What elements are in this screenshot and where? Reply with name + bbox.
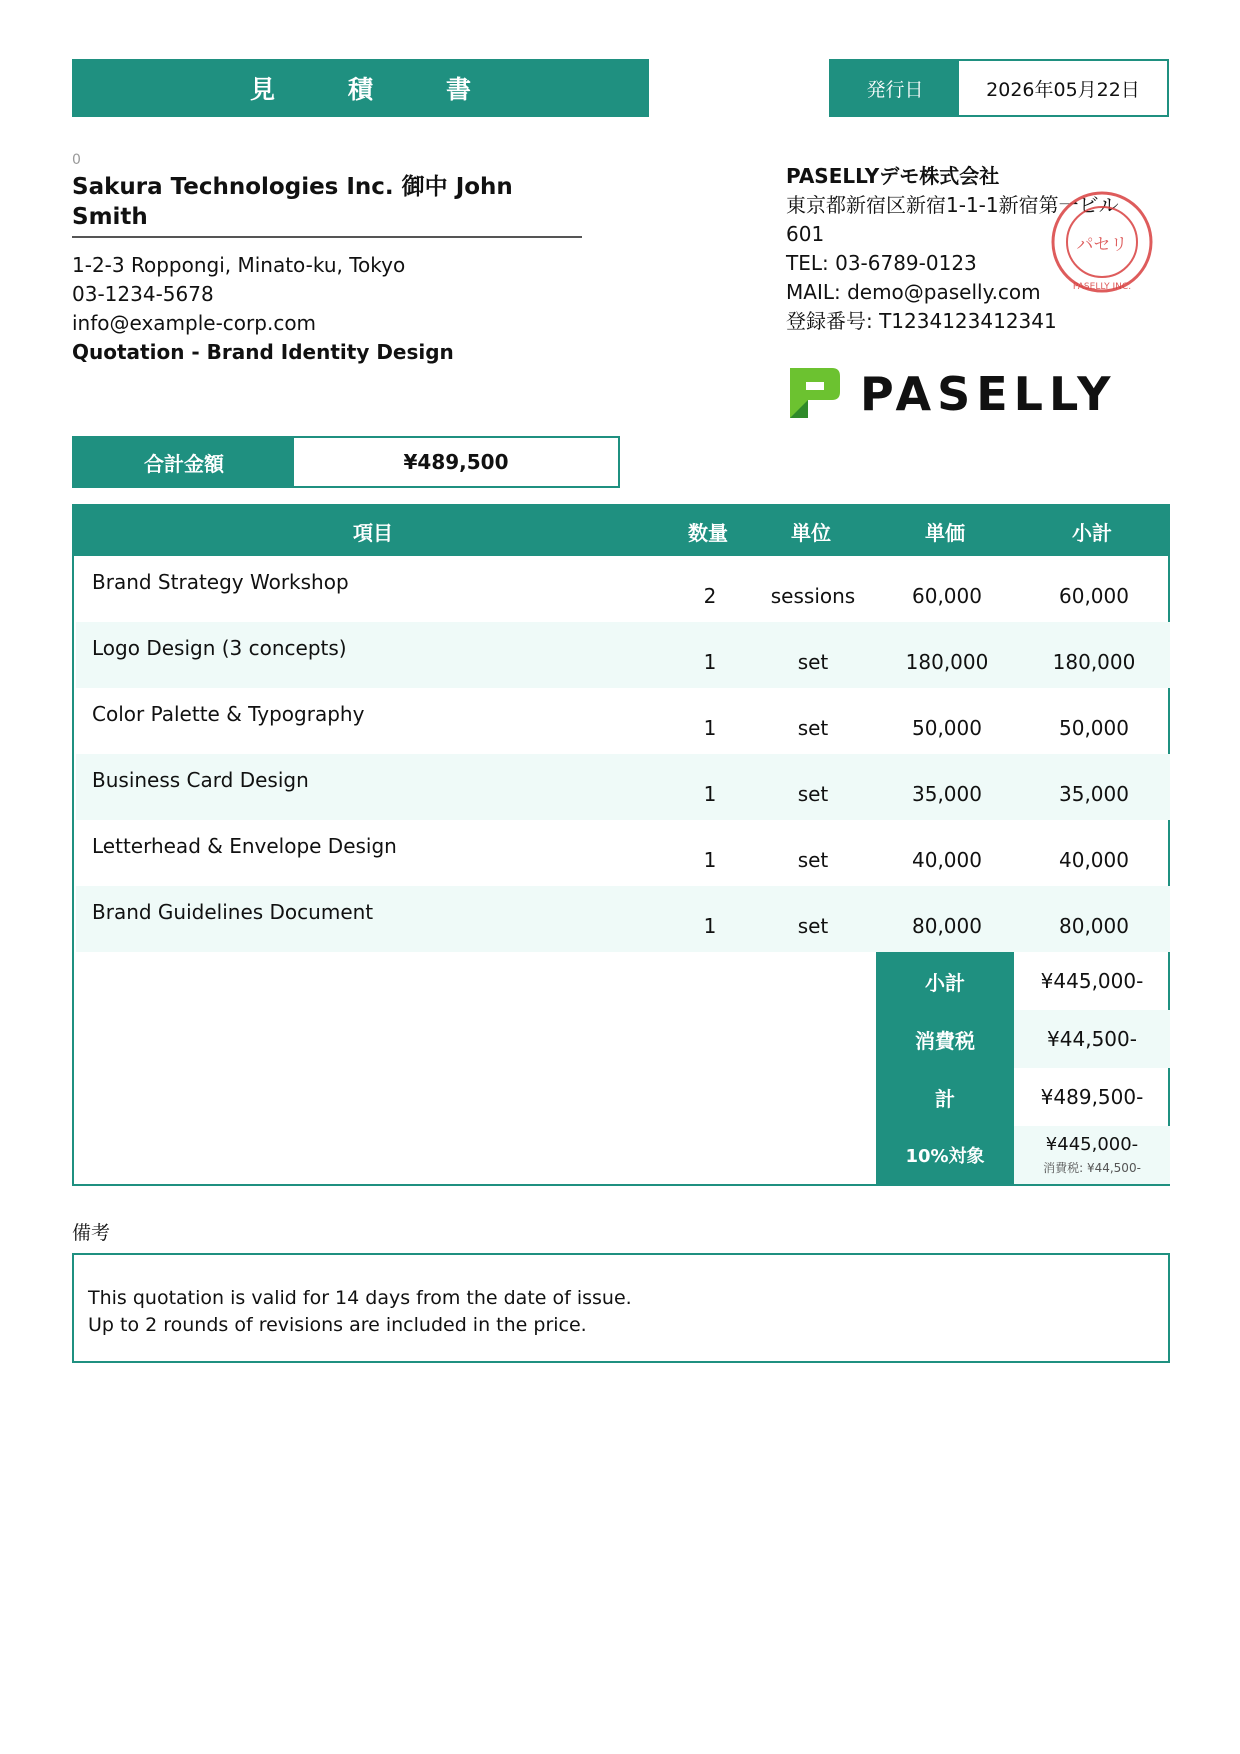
header-item: 項目 [353, 520, 393, 545]
summary-subtotal-value: ¥445,000- [1040, 969, 1144, 993]
item-name: Brand Guidelines Document [92, 900, 374, 924]
svg-text:PASELLY INC.: PASELLY INC. [1072, 282, 1132, 292]
issue-date-box [829, 59, 1169, 117]
item-price: 50,000 [912, 716, 982, 740]
item-qty: 1 [703, 782, 717, 806]
item-qty: 2 [703, 584, 717, 608]
document-title: 見 積 書 [72, 59, 649, 117]
document-number: 0 [72, 152, 81, 168]
table-header [74, 506, 1168, 556]
item-qty: 1 [703, 914, 717, 938]
item-price: 35,000 [912, 782, 982, 806]
header-qty: 数量 [688, 520, 728, 545]
item-unit: sessions [770, 584, 856, 608]
table-row [76, 688, 1170, 754]
item-unit: set [797, 716, 829, 740]
table-row [76, 556, 1170, 622]
remarks-text [88, 1285, 632, 1339]
item-unit: set [797, 848, 829, 872]
item-price: 80,000 [912, 914, 982, 938]
items-table [72, 504, 1170, 1186]
issuer-address: 東京都新宿区新宿1-1-1新宿第一ビル [786, 193, 1119, 217]
item-qty: 1 [703, 848, 717, 872]
table-row [76, 622, 1170, 688]
item-subtotal: 180,000 [1052, 650, 1136, 674]
issuer-tel: TEL: 03-6789-0123 [786, 251, 977, 275]
item-unit: set [797, 650, 829, 674]
total-amount-label: 合計金額 [74, 438, 294, 486]
item-name: Color Palette & Typography [92, 702, 365, 726]
client-address: 1-2-3 Roppongi, Minato-ku, Tokyo [72, 253, 406, 277]
item-price: 60,000 [912, 584, 982, 608]
summary-total-value: ¥489,500- [1040, 1085, 1144, 1109]
issue-date-label: 発行日 [831, 61, 959, 115]
header-unit: 単位 [791, 520, 831, 545]
client-email: info@example-corp.com [72, 311, 317, 335]
company-seal-icon [1050, 190, 1154, 294]
client-phone: 03-1234-5678 [72, 282, 214, 306]
rate-tax-amount: 消費税: ¥44,500- [1043, 1161, 1141, 1175]
item-price: 40,000 [912, 848, 982, 872]
total-amount-box [72, 436, 620, 488]
summary-subtotal-label: 小計 [876, 952, 1014, 1010]
issue-date-value: 2026年05月22日 [986, 78, 1140, 101]
table-row [76, 754, 1170, 820]
remarks-label: 備考 [72, 1222, 111, 1244]
item-price: 180,000 [905, 650, 989, 674]
table-row [76, 820, 1170, 886]
summary-rate-value [1014, 1126, 1170, 1184]
remarks-line: Up to 2 rounds of revisions are included in the price. [88, 1314, 587, 1336]
issuer-address-line2: 601 [786, 222, 825, 246]
header-subtotal: 小計 [1072, 520, 1112, 545]
item-qty: 1 [703, 716, 717, 740]
item-unit: set [797, 782, 829, 806]
total-amount-value: ¥489,500 [403, 450, 509, 474]
item-name: Logo Design (3 concepts) [92, 636, 347, 660]
item-subtotal: 80,000 [1059, 914, 1129, 938]
remarks-box [72, 1253, 1170, 1363]
item-subtotal: 50,000 [1059, 716, 1129, 740]
issuer-registration: 登録番号: T1234123412341 [786, 309, 1057, 333]
paselly-logo-icon [786, 362, 1126, 420]
summary-tax-label: 消費税 [876, 1010, 1014, 1068]
item-subtotal: 60,000 [1059, 584, 1129, 608]
rate-base-amount: ¥445,000- [1045, 1134, 1139, 1155]
remarks-line: This quotation is valid for 14 days from the date of issue. [88, 1287, 632, 1309]
quotation-subject: Quotation - Brand Identity Design [72, 340, 454, 364]
svg-text:パセリ: パセリ [1076, 235, 1128, 255]
item-name: Letterhead & Envelope Design [92, 834, 397, 858]
item-qty: 1 [703, 650, 717, 674]
item-unit: set [797, 914, 829, 938]
item-subtotal: 35,000 [1059, 782, 1129, 806]
client-divider [72, 236, 582, 238]
summary-rate-label: 10%対象 [876, 1126, 1014, 1184]
summary-total-label: 計 [876, 1068, 1014, 1126]
svg-text:PASELLY: PASELLY [860, 367, 1117, 420]
item-name: Business Card Design [92, 768, 309, 792]
item-name: Brand Strategy Workshop [92, 570, 349, 594]
issuer-name: PASELLYデモ株式会社 [786, 164, 1000, 188]
table-row [76, 886, 1170, 952]
client-name: Sakura Technologies Inc. 御中 John Smith [72, 174, 513, 230]
item-subtotal: 40,000 [1059, 848, 1129, 872]
issuer-mail: MAIL: demo@paselly.com [786, 280, 1041, 304]
summary-tax-value: ¥44,500- [1014, 1010, 1170, 1068]
header-price: 単価 [925, 520, 965, 545]
client-info [72, 251, 454, 367]
